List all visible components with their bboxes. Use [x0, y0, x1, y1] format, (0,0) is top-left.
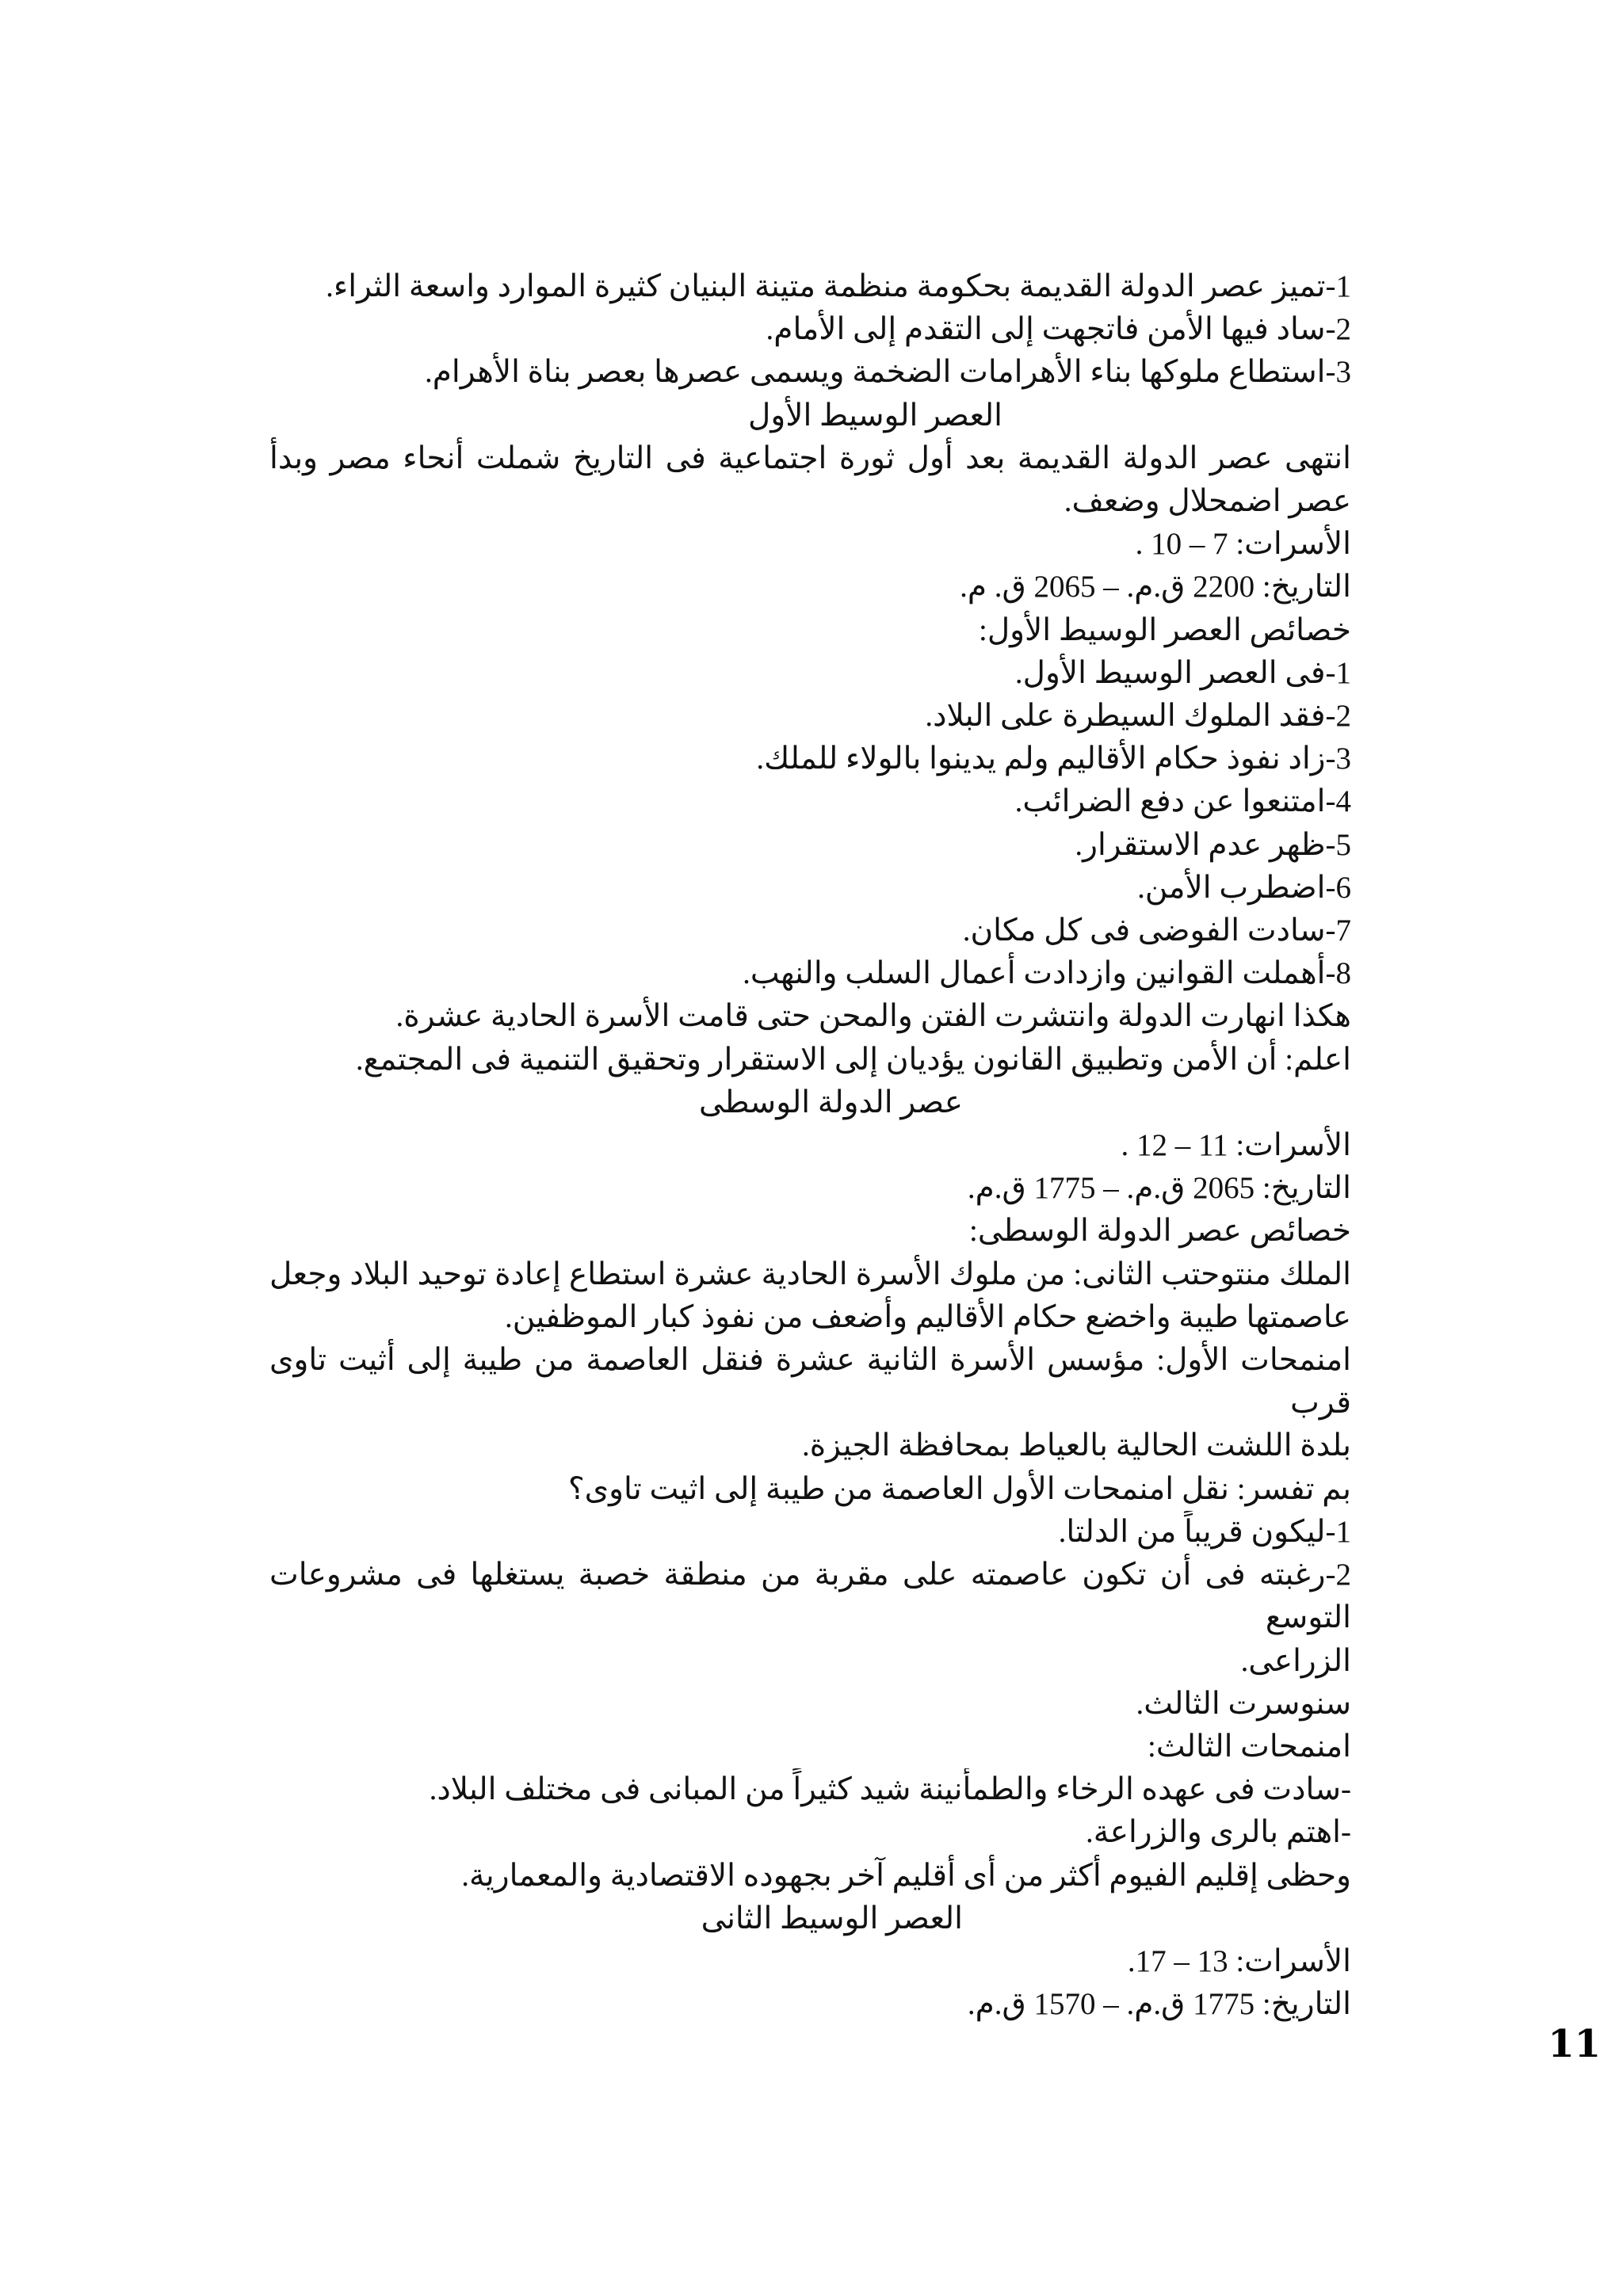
text-line: 7-سادت الفوضى فى كل مكان.: [962, 913, 1351, 948]
text-line: 1-تميز عصر الدولة القديمة بحكومة منظمة متينة البنيان كثيرة الموارد واسعة الثراء.: [326, 269, 1351, 303]
document-body: [269, 265, 1351, 2026]
text-line: وحظى إقليم الفيوم أكثر من أى أقليم آخر بجهوده الاقتصادية والمعمارية.: [461, 1858, 1351, 1893]
text-line: هكذا انهارت الدولة وانتشرت الفتن والمحن حتى قامت الأسرة الحادية عشرة.: [395, 999, 1351, 1034]
text-line: العصر الوسيط الثانى: [701, 1901, 963, 1936]
text-line: امنمحات الأول: مؤسس الأسرة الثانية عشرة فنقل العاصمة من طيبة إلى أثيت تاوى قرب: [269, 1343, 1351, 1421]
text-line: عصر اضمحلال وضعف.: [1064, 484, 1351, 519]
text-line: عاصمتها طيبة واخضع حكام الأقاليم وأضعف من نفوذ كبار الموظفين.: [504, 1299, 1351, 1334]
text-line: خصائص العصر الوسيط الأول:: [979, 612, 1351, 647]
text-line: التاريخ: 2200 ق.م. – 2065 ق. م.: [960, 570, 1351, 605]
text-line: بلدة اللشت الحالية بالعياط بمحافظة الجيزة.: [802, 1428, 1351, 1463]
text-line: 6-اضطرب الأمن.: [1137, 870, 1351, 905]
text-line: العصر الوسيط الأول: [748, 398, 1002, 433]
text-line: انتهى عصر الدولة القديمة بعد أول ثورة اجتماعية فى التاريخ شملت أنحاء مصر وبدأ: [269, 441, 1351, 475]
text-line: الأسرات: 11 – 12 .: [1121, 1128, 1351, 1163]
text-line: التاريخ: 2065 ق.م. – 1775 ق.م.: [967, 1171, 1351, 1206]
text-line: 2-رغبته فى أن تكون عاصمته على مقربة من منطقة خصبة يستغلها فى مشروعات التوسع: [269, 1558, 1351, 1635]
text-line: سنوسرت الثالث.: [1136, 1686, 1351, 1721]
text-line: -سادت فى عهده الرخاء والطمأنينة شيد كثيراً من المبانى فى مختلف البلاد.: [429, 1772, 1351, 1807]
text-line: اعلم: أن الأمن وتطبيق القانون يؤديان إلى الاستقرار وتحقيق التنمية فى المجتمع.: [355, 1042, 1351, 1077]
text-line: الزراعى.: [1240, 1643, 1351, 1678]
text-line: -اهتم بالرى والزراعة.: [1086, 1815, 1351, 1850]
text-line: 1-فى العصر الوسيط الأول.: [1014, 655, 1351, 690]
text-line: الأسرات: 13 – 17.: [1127, 1943, 1351, 1978]
text-line: 2-فقد الملوك السيطرة على البلاد.: [925, 699, 1351, 734]
text-line: 3-زاد نفوذ حكام الأقاليم ولم يدينوا بالولاء للملك.: [756, 742, 1351, 776]
text-line: الأسرات: 7 – 10 .: [1135, 527, 1351, 562]
page-number: 11: [1548, 2022, 1601, 2066]
text-line: 1-ليكون قريباً من الدلتا.: [1058, 1514, 1351, 1549]
text-line: 2-ساد فيها الأمن فاتجهت إلى التقدم إلى الأمام.: [766, 312, 1351, 347]
text-line: 3-استطاع ملوكها بناء الأهرامات الضخمة ويسمى عصرها بعصر بناة الأهرام.: [425, 355, 1351, 390]
text-line: بم تفسر: نقل امنمحات الأول العاصمة من طيبة إلى اثيت تاوى؟: [567, 1471, 1351, 1506]
text-line: 4-امتنعوا عن دفع الضرائب.: [1014, 784, 1351, 819]
text-line: الملك منتوحتب الثانى: من ملوك الأسرة الحادية عشرة استطاع إعادة توحيد البلاد وجعل: [269, 1257, 1351, 1291]
text-line: امنمحات الثالث:: [1148, 1729, 1351, 1764]
text-line: 8-أهملت القوانين وازدادت أعمال السلب والنهب.: [743, 956, 1351, 991]
text-line: خصائص عصر الدولة الوسطى:: [969, 1214, 1351, 1249]
text-line: 5-ظهر عدم الاستقرار.: [1075, 827, 1351, 862]
text-line: التاريخ: 1775 ق.م. – 1570 ق.م.: [967, 1987, 1351, 2022]
text-line: عصر الدولة الوسطى: [699, 1085, 963, 1119]
